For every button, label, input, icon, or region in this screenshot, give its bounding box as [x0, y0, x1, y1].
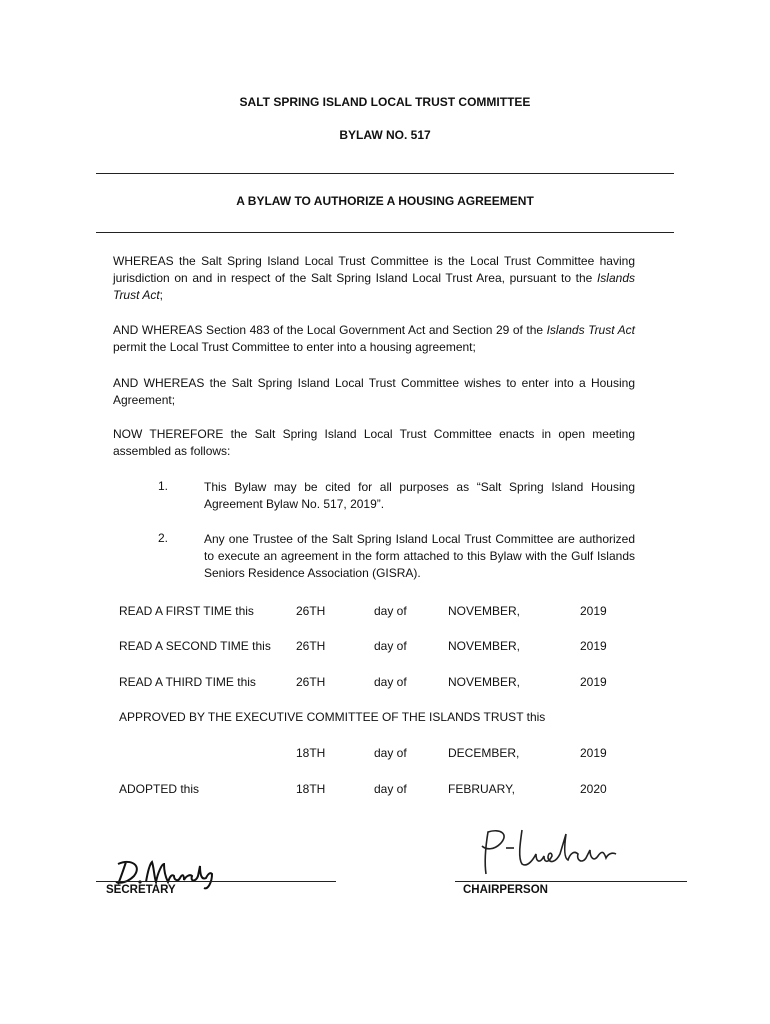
- reading-3-dayof: day of: [374, 675, 407, 689]
- chairperson-signature-line: [455, 881, 687, 882]
- approval-month: DECEMBER,: [448, 746, 520, 760]
- secretary-label: SECRETARY: [106, 884, 176, 896]
- divider-top: [96, 173, 674, 174]
- clause-1-text: This Bylaw may be cited for all purposes as “Salt Spring Island Housing Agreement Bylaw No. 517, 2019”.: [204, 480, 635, 511]
- recital-3: AND WHEREAS the Salt Spring Island Local Trust Committee wishes to enter into a Housing Agreement;: [113, 376, 635, 407]
- approval-year: 2019: [580, 746, 607, 760]
- clause-1-number: 1.: [158, 479, 169, 493]
- recital-1-end: ;: [159, 288, 164, 302]
- chairperson-label: CHAIRPERSON: [463, 884, 548, 896]
- recital-2-text: AND WHEREAS Section 483 of the Local Government Act and Section 29 of the: [113, 323, 547, 337]
- recital-2: [113, 322, 635, 356]
- adoption-year: 2020: [580, 782, 607, 796]
- divider-bottom: [96, 232, 674, 233]
- recital-2-end: permit the Local Trust Committee to enter into a housing agreement;: [113, 340, 476, 354]
- reading-1-month: NOVEMBER,: [448, 604, 521, 618]
- bylaw-subject: A BYLAW TO AUTHORIZE A HOUSING AGREEMENT: [236, 194, 534, 208]
- recital-4: NOW THEREFORE the Salt Spring Island Local Trust Committee enacts in open meeting assembled as follows:: [113, 427, 635, 458]
- document-title: SALT SPRING ISLAND LOCAL TRUST COMMITTEE: [239, 95, 531, 109]
- adoption-day: 18TH: [296, 782, 326, 796]
- reading-3-label: READ A THIRD TIME this: [119, 675, 256, 689]
- adoption-month: FEBRUARY,: [448, 782, 515, 796]
- secretary-signature-line: [96, 881, 336, 882]
- approval-label: APPROVED BY THE EXECUTIVE COMMITTEE OF THE ISLANDS TRUST this: [119, 710, 546, 724]
- reading-3-day: 26TH: [296, 675, 326, 689]
- bylaw-number: BYLAW NO. 517: [339, 128, 431, 142]
- approval-dayof: day of: [374, 746, 407, 760]
- approval-day: 18TH: [296, 746, 326, 760]
- reading-3-month: NOVEMBER,: [448, 675, 521, 689]
- reading-2-year: 2019: [580, 639, 607, 653]
- reading-1-day: 26TH: [296, 604, 326, 618]
- reading-2-month: NOVEMBER,: [448, 639, 521, 653]
- clause-2-number: 2.: [158, 531, 169, 545]
- recital-1-act: Islands Trust Act: [113, 271, 635, 302]
- reading-1-year: 2019: [580, 604, 607, 618]
- adoption-dayof: day of: [374, 782, 407, 796]
- clause-2-text: Any one Trustee of the Salt Spring Island Local Trust Committee are authorized to execute an agreement in the form attached to this Bylaw with the Gulf Islands Seniors Residence Association (GISRA).: [204, 532, 635, 580]
- adoption-label: ADOPTED this: [119, 782, 200, 796]
- reading-2-dayof: day of: [374, 639, 407, 653]
- recital-1: [113, 253, 635, 304]
- reading-1-label: READ A FIRST TIME this: [119, 604, 254, 618]
- reading-3-year: 2019: [580, 675, 607, 689]
- recital-2-act: Islands Trust Act: [546, 323, 635, 337]
- recital-1-text: WHEREAS the Salt Spring Island Local Trust Committee is the Local Trust Committee having jurisdiction on and in respect of the Salt Spring Island Local Trust Area, pursuant to the: [113, 254, 635, 285]
- reading-2-day: 26TH: [296, 639, 326, 653]
- reading-2-label: READ A SECOND TIME this: [119, 639, 271, 653]
- reading-1-dayof: day of: [374, 604, 407, 618]
- chairperson-signature: [470, 824, 630, 880]
